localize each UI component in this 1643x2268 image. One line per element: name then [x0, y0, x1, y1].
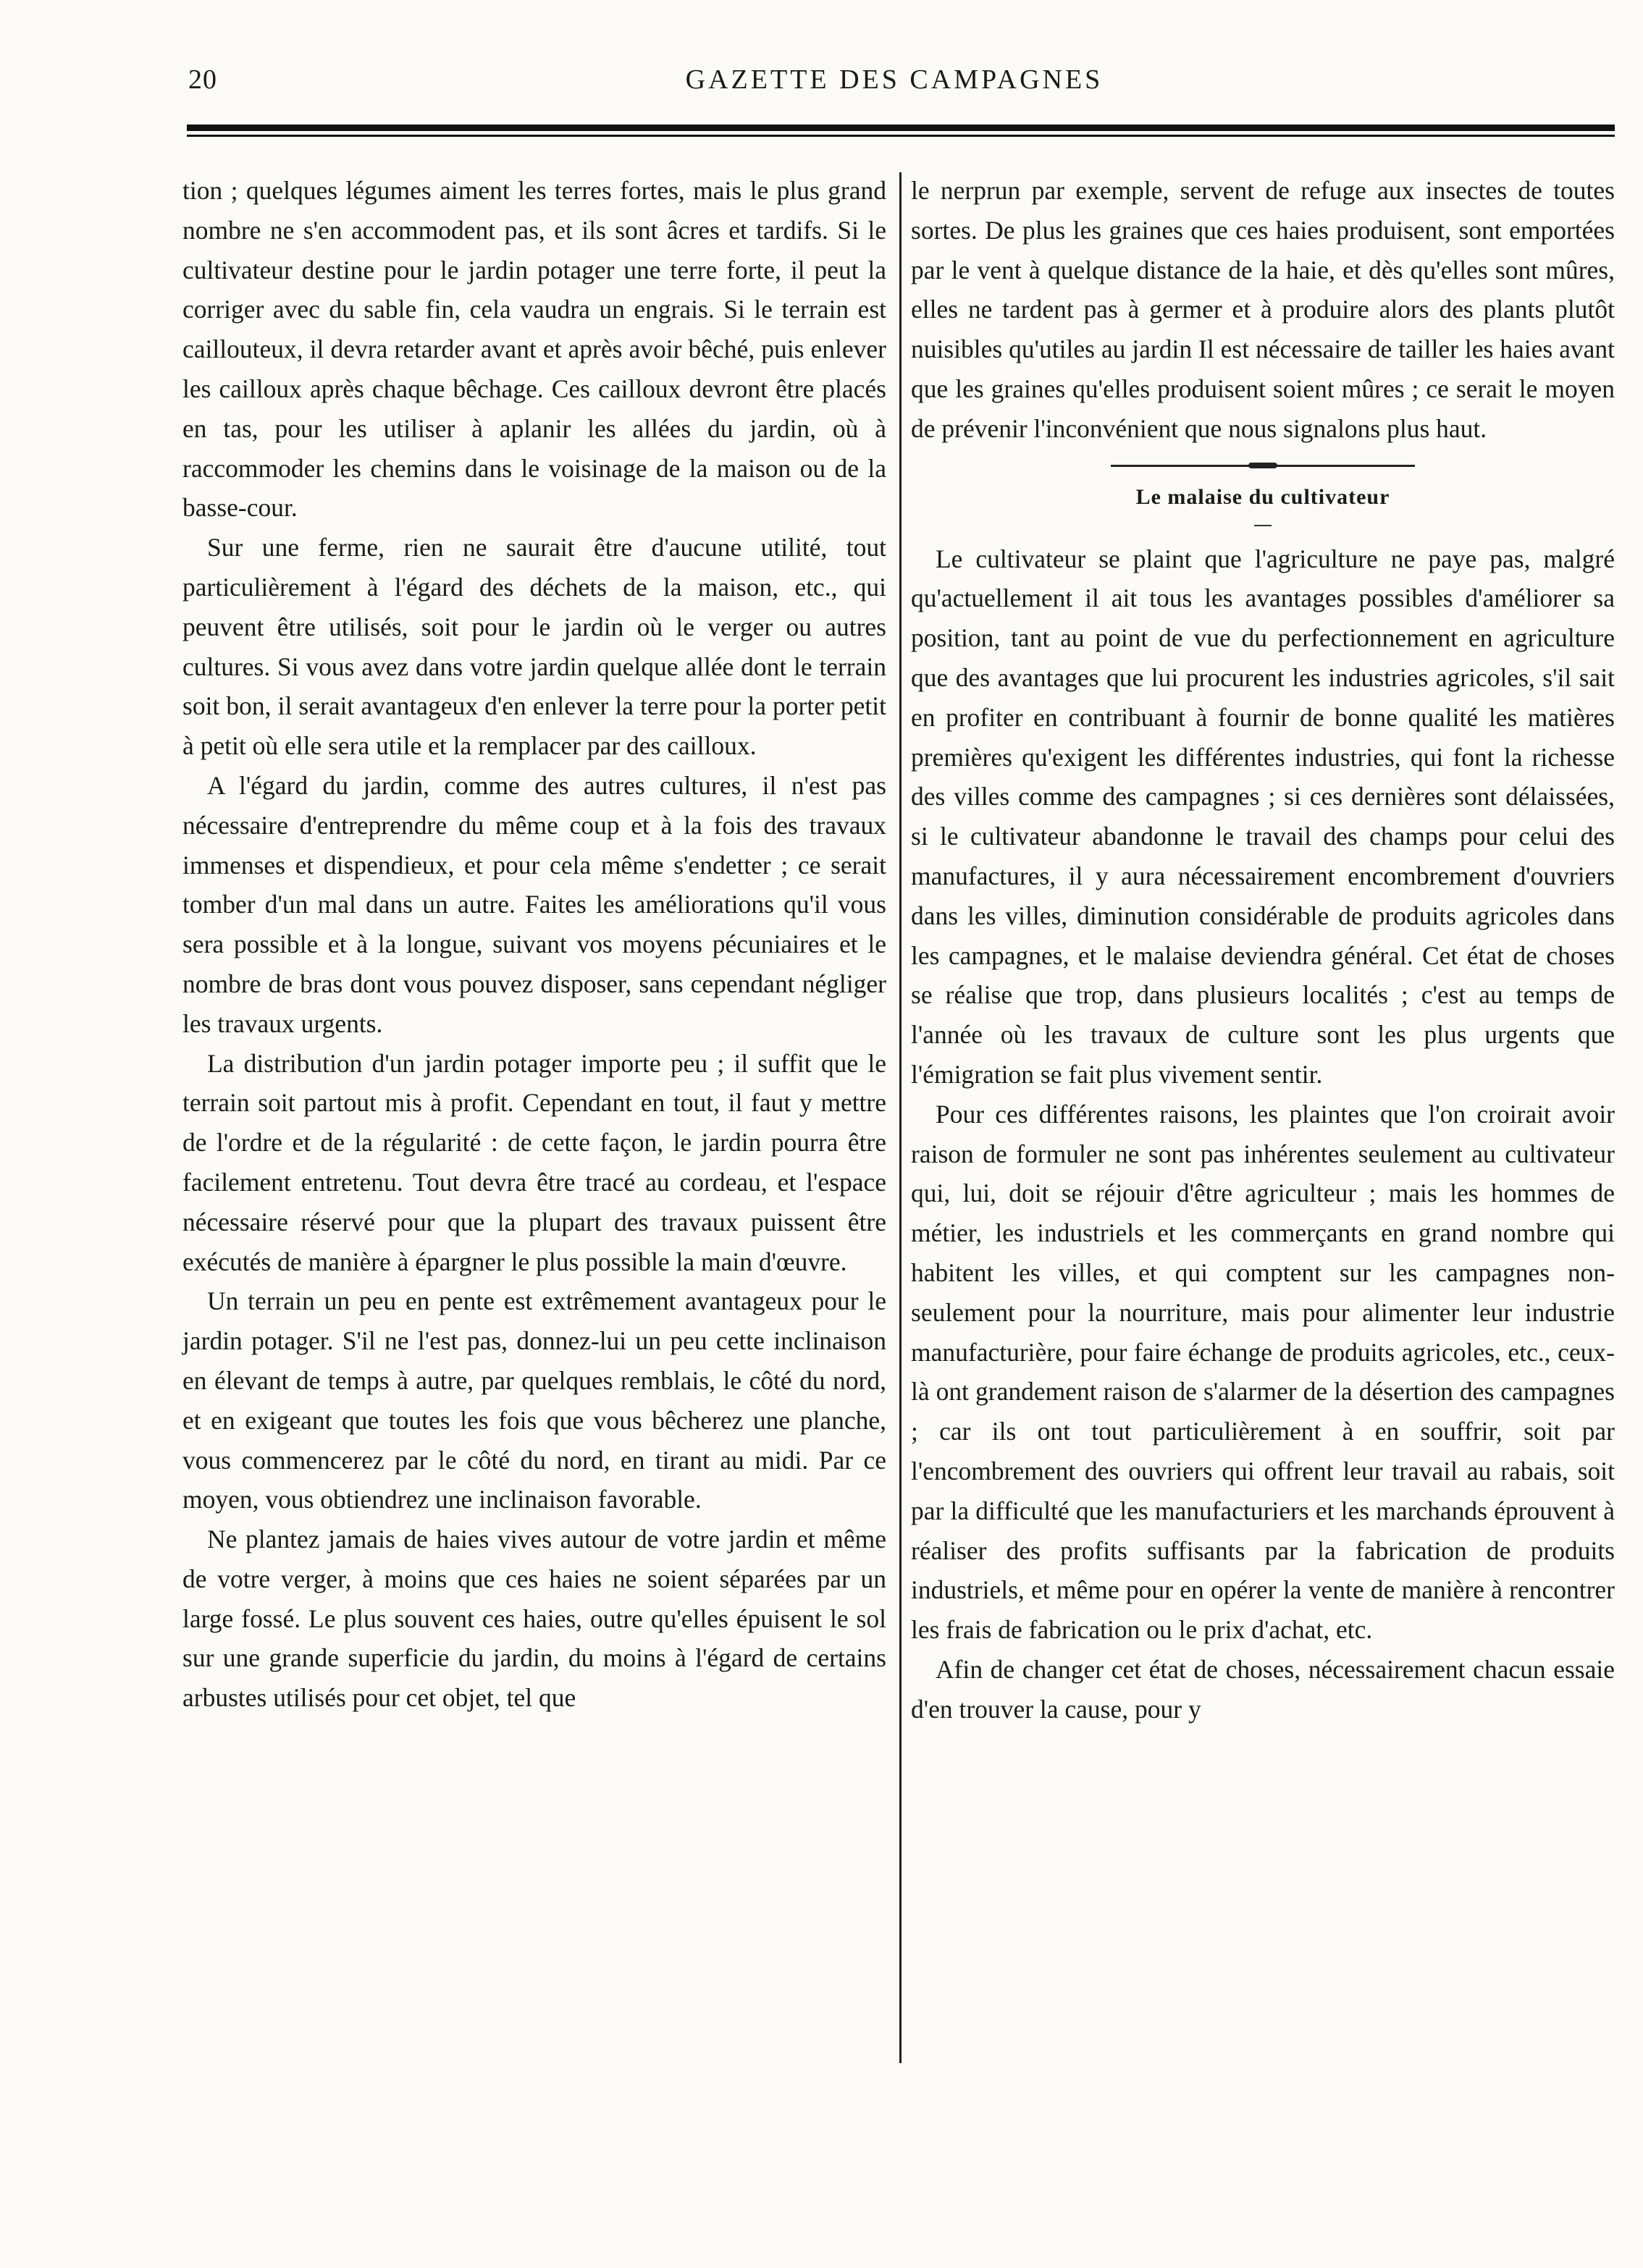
paragraph: Afin de changer cet état de choses, nécessairement chacun essaie d'en trouver la cause, pour y — [911, 1654, 1615, 1724]
paragraph: A l'égard du jardin, comme des autres cultures, il n'est pas nécessaire d'entreprendre du même coup et à la fois des travaux immenses et dispendieux, et pour cela même s'endetter ; ce serait tomber d'un mal dans un autre. Faites les améliorations qu'il vous sera possible et à la longue, suivant vos moyens pécuniaires et le nombre de bras dont vous pouvez disposer, sans cependant négliger les travaux urgents. — [182, 770, 886, 1038]
right-column — [911, 171, 1615, 1729]
paragraph: Pour ces différentes raisons, les plaintes que l'on croirait avoir raison de formuler ne sont pas inhérentes seulement au cultivateur qui, lui, doit se réjouir d'être agriculteur ; mais les hommes de métier, les industriels et les commerçants en grand nombre qui habitent les villes, et qui comptent sur les campagnes non-seulement pour la nourriture, mais pour alimenter leur industrie manufacturière, pour faire échange de produits agricoles, etc., ceux-là ont grandement raison de s'alarmer de la désertion des campagnes ; car ils ont tout particulièrement à en souffrir, soit par l'encombrement des ouvriers qui offrent leur travail au rabais, soit par la difficulté que les manufacturiers et les marchands éprouvent à réaliser des profits suffisants par la fabrication de produits industriels, et même pour en opérer la vente de manière à rencontrer les frais de fabrication ou le prix d'achat, etc. — [911, 1099, 1615, 1645]
left-column — [182, 171, 886, 1718]
paragraph: Ne plantez jamais de haies vives autour de votre jardin et même de votre verger, à moins que ces haies ne soient séparées par un large fossé. Le plus souvent ces haies, outre qu'elles épuisent le sol sur une grande superficie du jardin, du moins à l'égard de certains arbustes utilisés pour cet objet, tel que — [182, 1525, 886, 1713]
paragraph: Un terrain un peu en pente est extrêmement avantageux pour le jardin potager. S'il ne l'est pas, donnez-lui un peu cette inclinaison en élevant de temps à autre, par quelques remblais, le côté du nord, et en exigeant que toutes les fois que vous bêcherez une planche, vous commencerez par le côté du nord, en tirant au midi. Par ce moyen, vous obtiendrez une inclinaison favorable. — [182, 1286, 886, 1514]
paragraph: La distribution d'un jardin potager importe peu ; il suffit que le terrain soit partout mis à profit. Cependant en tout, il faut y mettre de l'ordre et de la régularité : de cette façon, le jardin pourra être facilement entretenu. Tout devra être tracé au cordeau, et l'espace nécessaire réservé pour que la plupart des travaux puissent être exécutés de manière à épargner le plus possible la main d'œuvre. — [182, 1048, 886, 1276]
page-number: 20 — [188, 64, 217, 95]
paragraph: Le cultivateur se plaint que l'agriculture ne paye pas, malgré qu'actuellement il ait tous les avantages possibles d'améliorer sa position, tant au point de vue du perfectionnement en agriculture que des avantages que lui procurent les industries agricoles, s'il sait en profiter en contribuant à fournir de bonne qualité les matières premières qu'exigent les différentes industries, qui font la richesse des villes comme des campagnes ; si ces dernières sont délaissées, si le cultivateur abandonne le travail des champs pour celui des manufactures, il y aura nécessairement encombrement d'ouvriers dans les villes, diminution considérable de produits agricoles dans les campagnes, et le malaise deviendra général. Cet état de choses se réalise que trop, dans plusieurs localités ; c'est au temps de l'année où les travaux de culture sont les plus urgents que l'émigration se fait plus vivement sentir. — [911, 544, 1615, 1089]
header-rule-thin — [187, 135, 1615, 137]
page-header — [174, 64, 1615, 107]
continued-paragraph: le nerprun par exemple, servent de refuge aux insectes de toutes sortes. De plus les graines que ces haies produisent, sont emportées par le vent à quelque distance de la haie, et dès qu'elles sont mûres, elles ne tardent pas à germer et à produire alors des plants plutôt nuisibles qu'utiles au jardin Il est nécessaire de tailler les haies avant que les graines qu'elles produisent soient mûres ; ce serait le moyen de prévenir l'inconvénient que nous signalons plus haut. — [911, 176, 1615, 443]
title-dash — [1254, 525, 1272, 526]
journal-title: GAZETTE DES CAMPAGNES — [685, 64, 1104, 95]
header-rule-thick — [187, 125, 1615, 131]
paragraph: tion ; quelques légumes aiment les terres fortes, mais le plus grand nombre ne s'en accommodent pas, et ils sont âcres et tardifs. Si le cultivateur destine pour le jardin potager une terre forte, il peut la corriger avec du sable fin, cela vaudra un engrais. Si le terrain est caillouteux, il devra retarder avant et après avoir bêché, puis enlever les cailloux après chaque bêchage. Ces cailloux devront être placés en tas, pour les utiliser à aplanir les allées du jardin, où à raccommoder les chemins dans le voisinage de la maison ou de la basse-cour. — [182, 176, 886, 523]
section-separator — [1111, 465, 1415, 467]
section-title: Le malaise du cultivateur — [1135, 484, 1390, 509]
column-divider — [899, 172, 902, 2063]
paragraph: Sur une ferme, rien ne saurait être d'aucune utilité, tout particulièrement à l'égard des déchets de la maison, etc., qui peuvent être utilisés, soit pour le jardin où le verger ou autres cultures. Si vous avez dans votre jardin quelque allée dont le terrain soit bon, il serait avantageux d'en enlever la terre pour la porter petit à petit où elle sera utile et la remplacer par des cailloux. — [182, 533, 886, 761]
